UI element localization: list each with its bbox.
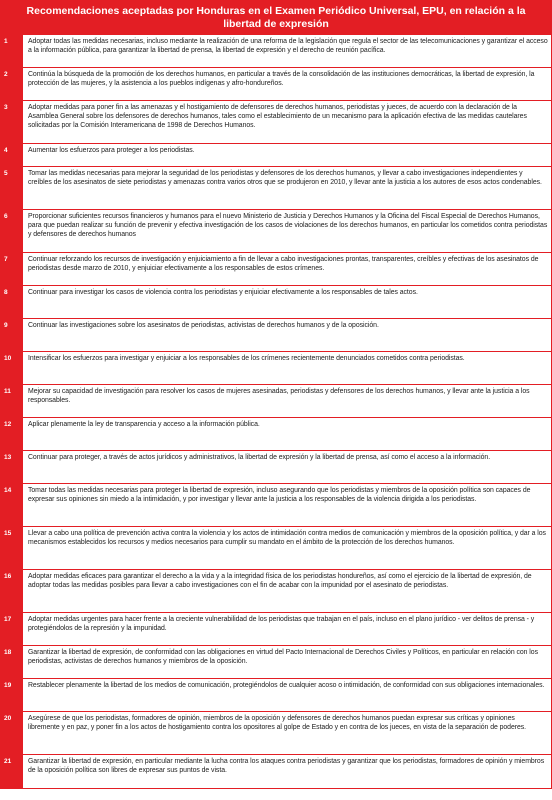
table-row (1, 35, 551, 68)
recommendation-text: Tomar las medidas necesarias para mejorar la seguridad de los periodistas y defensores de los derechos humanos, y llevar a cabo investigaciones independientes y creíbles de los asesinatos de siete periodistas y amenazas contra varios otros que se produjeron en 2010, y llevar ante la justicia a los autores de esos actos condenables. (23, 167, 551, 210)
recommendation-text: Adoptar medidas urgentes para hacer frente a la creciente vulnerabilidad de los periodistas que trabajan en el país, incluso en el plano jurídico - ver delitos de prensa - y protegiéndolos de la represión y la impunidad. (23, 613, 551, 646)
table-row (1, 286, 551, 319)
recommendation-text: Llevar a cabo una política de prevención activa contra la violencia y los actos de intimidación contra medios de comunicación y miembros de la oposición política, y dar a los mecanismos establecidos los recursos y medios necesarios para cumplir su mandato en el ámbito de la protección de los derechos humanos. (23, 527, 551, 570)
recommendation-text: Intensificar los esfuerzos para investigar y enjuiciar a los responsables de los crímenes recientemente denunciados cometidos contra periodistas. (23, 352, 551, 385)
recommendation-text: Aumentar los esfuerzos para proteger a los periodistas. (23, 144, 551, 167)
row-number: 2 (1, 68, 23, 101)
table-row (1, 385, 551, 418)
table-row (1, 527, 551, 570)
table-row (1, 418, 551, 451)
table-row (1, 352, 551, 385)
row-number: 21 (1, 755, 23, 788)
row-number: 4 (1, 144, 23, 167)
row-number: 7 (1, 253, 23, 286)
recommendation-text: Garantizar la libertad de expresión, en particular mediante la lucha contra los ataques contra periodistas y garantizar que los periodistas, formadores de opinión y miembros de la oposición política son libres de expresar sus puntos de vista. (23, 755, 551, 788)
row-number: 10 (1, 352, 23, 385)
recommendations-list (1, 34, 551, 788)
recommendation-text: Adoptar medidas para poner fin a las amenazas y el hostigamiento de defensores de derechos humanos, periodistas y jueces, de acuerdo con la declaración de la Asamblea General sobre los defensores de derechos humanos, tales como el establecimiento de un mecanismo para la aplicación efectiva de las medidas cautelares solicitadas por la Comisión Interamericana de 1998 de Derechos Humanos. (23, 101, 551, 144)
row-number: 3 (1, 101, 23, 144)
row-number: 12 (1, 418, 23, 451)
row-number: 13 (1, 451, 23, 484)
row-number: 11 (1, 385, 23, 418)
row-number: 16 (1, 570, 23, 613)
table-row (1, 755, 551, 788)
recommendation-text: Continuar las investigaciones sobre los asesinatos de periodistas, activistas de derechos humanos y de la oposición. (23, 319, 551, 352)
table-row (1, 319, 551, 352)
table-row (1, 253, 551, 286)
recommendation-text: Continuar reforzando los recursos de investigación y enjuiciamiento a fin de llevar a cabo investigaciones prontas, transparentes, creíbles y efectivas de los asesinatos de periodistas desde marzo de 2010, y enjuiciar efectivamente a los responsables de estos crímenes. (23, 253, 551, 286)
row-number: 8 (1, 286, 23, 319)
recommendation-text: Mejorar su capacidad de investigación para resolver los casos de mujeres asesinadas, periodistas y defensores de los derechos humanos, y llevar ante la justicia a los responsables. (23, 385, 551, 418)
table-row (1, 646, 551, 679)
row-number: 9 (1, 319, 23, 352)
recommendation-text: Aplicar plenamente la ley de transparencia y acceso a la información pública. (23, 418, 551, 451)
table-row (1, 451, 551, 484)
recommendation-text: Continúa la búsqueda de la promoción de los derechos humanos, en particular a través de la consolidación de las instituciones democráticas, la libertad de expresión, la protección de las mujeres, y la asistencia a los pueblos indígenas y afro-hondureños. (23, 68, 551, 101)
recommendation-text: Tomar todas las medidas necesarias para proteger la libertad de expresión, incluso asegurando que los periodistas y miembros de la oposición política son capaces de expresar sus opiniones sin miedo a la intimidación, y por investigar y llevar ante la justicia a los responsables de la violencia dirigida a los periodistas. (23, 484, 551, 527)
row-number: 15 (1, 527, 23, 570)
table-row (1, 712, 551, 755)
table-row (1, 210, 551, 253)
row-number: 19 (1, 679, 23, 712)
recommendation-text: Adoptar todas las medidas necesarias, incluso mediante la realización de una reforma de la legislación que regula el sector de las telecomunicaciones y garantizar el acceso a la información pública, para garantizar la libertad de prensa, la libertad de expresión y el derecho de reunión pacífica. (23, 35, 551, 68)
table-row (1, 679, 551, 712)
table-row (1, 101, 551, 144)
table-row (1, 570, 551, 613)
table-row (1, 613, 551, 646)
recommendation-text: Adoptar medidas eficaces para garantizar el derecho a la vida y a la integridad física de los periodistas hondureños, así como el ejercicio de la libertad de expresión, de adoptar todas las medidas posibles para llevar a cabo investigaciones con el fin de acabar con la impunidad por el asesinato de periodistas. (23, 570, 551, 613)
row-number: 14 (1, 484, 23, 527)
row-number: 5 (1, 167, 23, 210)
row-number: 17 (1, 613, 23, 646)
row-number: 20 (1, 712, 23, 755)
recommendation-text: Proporcionar suficientes recursos financieros y humanos para el nuevo Ministerio de Justicia y Derechos Humanos y la Oficina del Fiscal Especial de Derechos Humanos, para que puedan realizar su función de prevenir y efectiva investigación de los casos de violaciones de los derechos humanos, en particular los cometidos contra periodistas y defensores de derechos humanos (23, 210, 551, 253)
table-row (1, 484, 551, 527)
recommendation-text: Restablecer plenamente la libertad de los medios de comunicación, protegiéndolos de cualquier acoso o intimidación, de conformidad con sus obligaciones internacionales. (23, 679, 551, 712)
table-row (1, 68, 551, 101)
row-number: 6 (1, 210, 23, 253)
table-row (1, 167, 551, 210)
recommendation-text: Garantizar la libertad de expresión, de conformidad con las obligaciones en virtud del Pacto Internacional de Derechos Civiles y Políticos, en particular en relación con los periodistas, activistas de derechos humanos y miembros de la oposición. (23, 646, 551, 679)
row-number: 1 (1, 35, 23, 68)
row-number: 18 (1, 646, 23, 679)
table-title: Recomendaciones aceptadas por Honduras en el Examen Periódico Universal, EPU, en relación a la libertad de expresión (1, 1, 551, 34)
recommendation-text: Continuar para investigar los casos de violencia contra los periodistas y enjuiciar efectivamente a los responsables de tales actos. (23, 286, 551, 319)
recommendation-text: Continuar para proteger, a través de actos jurídicos y administrativos, la libertad de expresión y la libertad de prensa, así como el acceso a la información. (23, 451, 551, 484)
table-row (1, 144, 551, 167)
recommendation-text: Asegúrese de que los periodistas, formadores de opinión, miembros de la oposición y defensores de derechos humanos puedan expresar sus críticas y opiniones libremente y en paz, y poner fin a los actos de hostigamiento contra los opositores al golpe de Estado y en contra de los jueces, en vista de la separación de poderes. (23, 712, 551, 755)
